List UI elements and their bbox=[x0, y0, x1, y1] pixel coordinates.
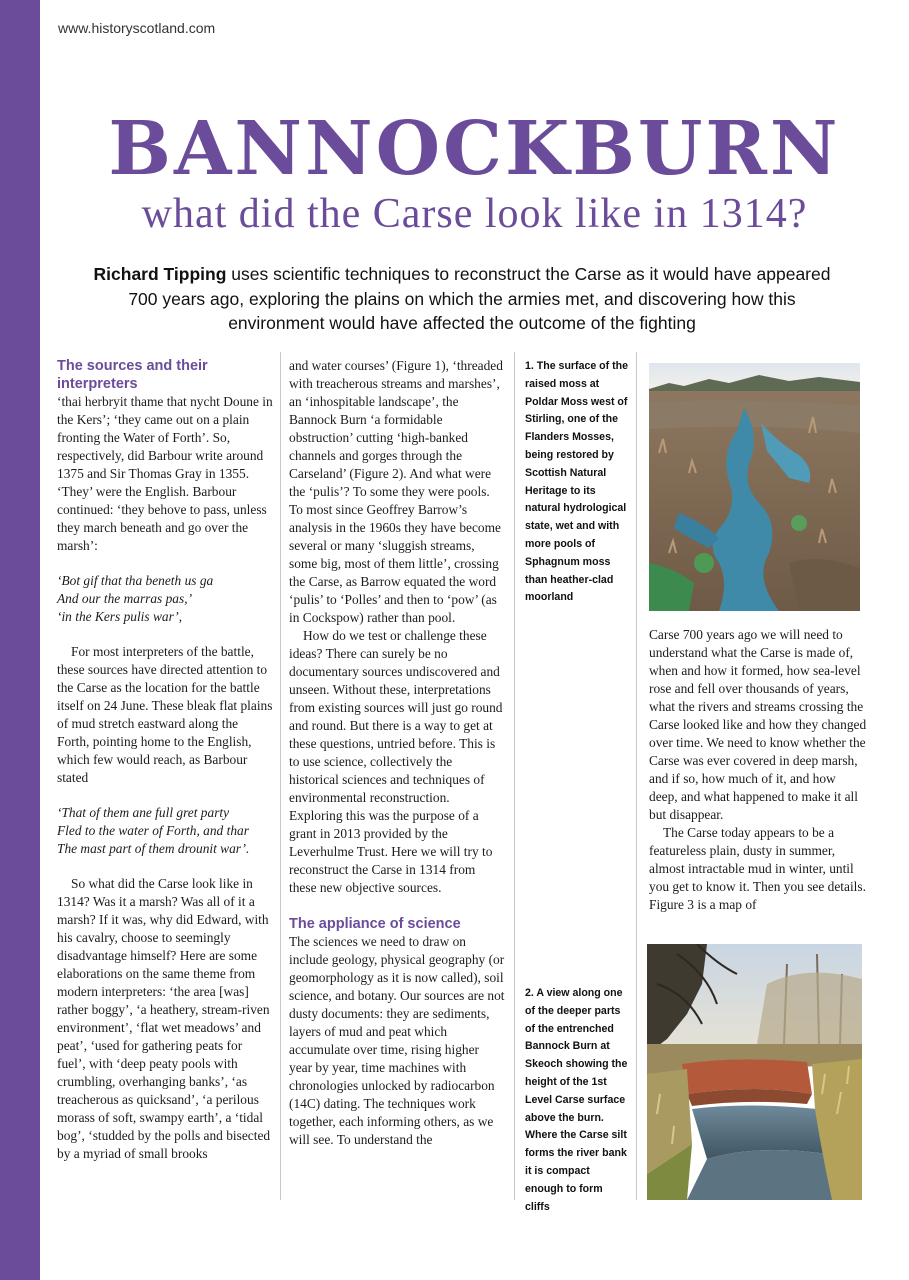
body-paragraph: Carse 700 years ago we will need to understand what the Carse is made of, when and how it formed, how sea-level rose and fell over thousands of years, what the rivers and streams crossing the Carse looked like and how they changed over time. We need to know whether the Carse was ever covered in deep marsh, and if so, how much of it, and how deep, and what happened to make it all but disappear. bbox=[649, 627, 867, 822]
site-url: www.historyscotland.com bbox=[58, 20, 216, 36]
section-heading-sources: The sources and their interpreters bbox=[57, 358, 208, 392]
standfirst-line-1: uses scientific techniques to reconstruct the Carse as it would have appeared bbox=[226, 264, 831, 284]
verse-quote bbox=[57, 572, 273, 626]
body-paragraph: The Carse today appears to be a featureless plain, dusty in summer, almost intractable mud in winter, until you get to know it. Then you see details. Figure 3 is a map of bbox=[649, 825, 866, 912]
verse-line: And our the marras pas,’ bbox=[57, 591, 193, 606]
verse-quote bbox=[57, 804, 273, 858]
figure-1-caption: 1. The surface of the raised moss at Poldar Moss west of Stirling, one of the Flanders Mosses, being restored by Scottish Natural Heritage to its natural hydrological state, wet and with more pools of Sphagnum moss than heather-clad moorland bbox=[525, 360, 629, 604]
column-divider bbox=[636, 352, 637, 1200]
section-heading-science: The appliance of science bbox=[289, 916, 461, 932]
column-divider bbox=[280, 352, 281, 1200]
verse-line: ‘in the Kers pulis war’, bbox=[57, 609, 183, 624]
standfirst-line-3: environment would have affected the outcome of the fighting bbox=[228, 313, 696, 333]
body-paragraph: The sciences we need to draw on include geology, physical geography (or geomorphology as it is now called), soil science, and botany. Our sources are not dusty documents: they are sediments, layers of mud and peat which accumulate over time, rising higher year by year, time machines with chronologies unlocked by radiocarbon (14C) dating. The techniques work together, each informing others, as we will see. To understand the bbox=[289, 934, 505, 1147]
body-paragraph: How do we test or challenge these ideas? There can surely be no documentary sources undiscovered and unseen. Without these, interpretations from existing sources will just go round and round. But there is a way to get at these questions, untried before. This is to use science, collectively the historical sciences and techniques of environmental reconstruction. Exploring this was the purpose of a grant in 2013 provided by the Leverhulme Trust. Here we will try to reconstruct the Carse in 1314 from these new objective sources. bbox=[289, 628, 503, 895]
author-name: Richard Tipping bbox=[93, 264, 227, 284]
body-paragraph: So what did the Carse look like in 1314? Was it a marsh? Was all of it a marsh? If it was, why did Edward, with his cavalry, choose to seemingly disadvantage himself? Here are some elaborations on the same theme from modern interpreters: ‘the area [was] rather boggy’, ‘a heathery, stream-riven environment’, ‘flat wet meadows’ and peat’, ‘used for gathering peats for fuel’, with ‘deep peaty pools with crumbling, overhanging banks’, ‘as treacherous as quicksand’, ‘a perilous morass of soft, swampy earth’, a ‘tidal bog’, ‘studded by the polls and bisected by a myriad of small brooks bbox=[57, 876, 271, 1161]
body-paragraph: For most interpreters of the battle, these sources have directed attention to the Carse as the location for the battle itself on 24 June. These bleak flat plains of mud stretch eastward along the Forth, pointing home to the English, which few would reach, as Barbour stated bbox=[57, 644, 273, 785]
standfirst bbox=[60, 262, 864, 336]
standfirst-line-2: 700 years ago, exploring the plains on which the armies met, and discovering how this bbox=[128, 288, 796, 309]
sub-title: what did the Carse look like in 1314? bbox=[141, 191, 808, 237]
column-4 bbox=[649, 626, 867, 914]
column-2 bbox=[289, 357, 505, 1149]
figure-2-caption: 2. A view along one of the deeper parts of the entrenched Bannock Burn at Skeoch showing the height of the 1st Level Carse surface above the burn. Where the Carse silt forms the river bank it is compact enough to form cliffs bbox=[525, 987, 628, 1213]
side-color-bar bbox=[0, 0, 40, 1280]
body-paragraph: ‘thai herbryit thame that nycht Doune in the Kers’; ‘they came out on a plain fronting the Water of Forth’. So, respectively, did Barbour write around 1375 and Sir Thomas Gray in 1355. ‘They’ were the English. Barbour continued: ‘they behove to pass, unless they march beneath and go over the marsh’: bbox=[57, 394, 273, 553]
column-1 bbox=[57, 357, 273, 1163]
figure-1-photo bbox=[649, 363, 860, 611]
column-divider bbox=[514, 352, 515, 1200]
verse-line: Fled to the water of Forth, and thar bbox=[57, 823, 249, 838]
main-title: BANNOCKBURN bbox=[108, 106, 841, 192]
body-paragraph: and water courses’ (Figure 1), ‘threaded with treacherous streams and marshes’, an ‘inhospitable landscape’, the Bannock Burn ‘a formidable obstruction’ cutting ‘high-banked channels and gorges through the Carseland’ (Figure 2). And what were the ‘pulis’? To some they were pools. To most since Geoffrey Barrow’s analysis in the 1960s they have become several or many ‘sluggish streams, some big, most of them little’, crossing the Carse, as Barrow equated the word ‘pulis’ to ‘Polles’ and then to ‘pow’ (as in Cockspow) rather than pool. bbox=[289, 358, 503, 625]
verse-line: ‘That of them ane full gret party bbox=[57, 805, 230, 820]
verse-line: ‘Bot gif that tha beneth us ga bbox=[57, 573, 214, 588]
figure-2-photo bbox=[647, 944, 862, 1200]
verse-line: The mast part of them drounit war’. bbox=[57, 841, 250, 856]
